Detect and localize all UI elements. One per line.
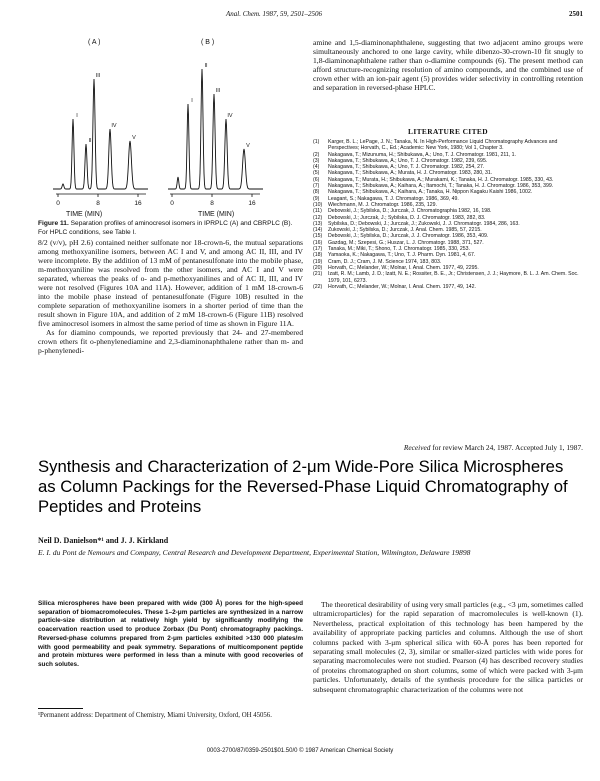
reference-item	[313, 139, 583, 152]
reference-number: (5)	[313, 170, 320, 177]
reference-item	[313, 284, 583, 290]
reference-number: (4)	[313, 164, 320, 171]
peak-label: I	[191, 98, 193, 104]
reference-number: (12)	[313, 214, 323, 221]
reference-number: (19)	[313, 258, 323, 265]
axis-title-a: TIME (MIN)	[66, 211, 103, 218]
tick-label: 16	[248, 200, 256, 207]
reference-text: Nakagawa, T.; Shibukawa, A.; Kaihara, A.; Itamochi, T.; Tanaka, H. J. Chromatogr. 1986, 353, 399.	[328, 183, 554, 190]
reference-text: Tanaka, M.; Miki, T.; Shono, T. J. Chromatogr. 1985, 330, 253.	[328, 246, 470, 253]
peak-label: II	[88, 138, 92, 144]
peak-label: V	[246, 143, 250, 149]
article-abstract: Silica microspheres have been prepared with wide (300 Å) pores for the high-speed separation of biomacromolecules. These 1–2-μm particles are synthesized in a narrow particle-size distribution at relatively high yield by significantly modifying the coacervation reaction used to produce Zorbax (Du Pont) chromatography packings. Reversed-phase columns prepared from 2-μm particles exhibited >130 000 plates/m with good permeability and peak symmetry. Separations of multicomponent peptide and protein mixtures were performed in less than a minute with good recoveries of such solutes.	[38, 600, 303, 668]
peak-label: IV	[111, 123, 117, 129]
peak-label: III	[215, 88, 221, 94]
reference-text: Debowski, J.; Jurczak, J.; Sybilska, D. J. Chromatogr. 1983, 282, 83.	[328, 214, 486, 221]
reference-number: (3)	[313, 157, 320, 164]
chromatogram-trace-a	[53, 79, 148, 189]
reference-number: (22)	[313, 283, 323, 290]
received-text: for review March 24, 1987. Accepted July 1, 1987.	[432, 443, 583, 452]
author-footnote: ¹Permanent address: Department of Chemistry, Miami University, Oxford, OH 45056.	[38, 712, 272, 719]
reference-text: Nakagawa, T.; Shibukawa, A.; Uno, T. J. Chromatogr. 1982, 239, 695.	[328, 157, 488, 164]
reference-number: (14)	[313, 227, 323, 234]
paragraph: The theoretical desirability of using very small particles (e.g., <3 μm, sometimes called ultramicroparticles) for the rapid separation of macromolecules is well-known (1). Nevertheless, practical exploitation of this technology has been hampered by the availability of appropriate packing particles and columns. Although the use of short columns packed with 3-μm spherical silica with 60-Å pores has been reported for separating small molecules (2, 3), similar or smaller-sized particles with wide pores for separating macromolecules were not studied. Pearson (4) has described recovery studies of proteins chromatographed on short columns, some of which were packed with 3-μm particles. Unfortunately, details of the synthesis procedure for the silica particles or subsequent chromatographic characterization of the columns were not	[313, 600, 583, 694]
reference-number: (10)	[313, 201, 323, 208]
paragraph: amine and 1,5-diaminonaphthalene, suggesting that two adjacent amino groups were simultaneously anchored to one large cavity, while dibenzo-30-crown-10 fit snugly to 1,8-diaminonaphthalene rather than o-diamine compounds (6). The present method can afford structure-recognizing resolution of amino compounds, and the combined use of crown ether with an ion-pair agent (5) provides wider selectivity in controlling retention and separation in reversed-phase HPLC.	[313, 38, 583, 92]
reference-text: Yamaoka, K.; Nakagawa, T.; Uno, T. J. Pharm. Dyn. 1981, 4, 67.	[328, 252, 476, 259]
tick-label: 8	[96, 200, 100, 207]
reference-text: Zukowski, J.; Sybilska, D.; Jurczak, J. Anal. Chem. 1985, 57, 2215.	[328, 227, 482, 234]
tick-label: 8	[210, 200, 214, 207]
axis-title-b: TIME (MIN)	[198, 211, 235, 218]
reference-number: (18)	[313, 252, 323, 259]
reference-number: (15)	[313, 233, 323, 240]
reference-text: Wiechmann, M. J. Chromatogr. 1986, 235, 129.	[328, 201, 437, 208]
reference-text: Nakagawa, T.; Murata, H.; Shibukawa, A.; Murakami, K.; Tanaka, H. J. Chromatogr. 1985, 330, 43.	[328, 176, 554, 183]
left-column-text	[38, 238, 303, 355]
literature-cited-heading: LITERATURE CITED	[408, 127, 488, 136]
reference-text: Horvath, C.; Melander, W.; Molnar, I. Anal. Chem. 1977, 49, 2295.	[328, 264, 479, 271]
reference-text: Horvath, C.; Melander, W.; Molnar, I. Anal. Chem. 1977, 49, 142.	[328, 283, 476, 290]
page-number: 2501	[569, 10, 583, 18]
article-authors: Neil D. Danielson*¹ and J. J. Kirkland	[38, 536, 169, 545]
reference-text: Cram, D. J.; Cram, J. M. Science 1974, 183, 803.	[328, 258, 442, 265]
tick-label: 16	[134, 200, 142, 207]
caption-lead: Figure 11.	[38, 220, 69, 227]
reference-text: Nakagawa, T.; Shibukawa, A.; Murata, H. J. Chromatogr. 1983, 280, 31.	[328, 170, 493, 177]
reference-list	[313, 139, 583, 290]
reference-number: (20)	[313, 264, 323, 271]
panel-a-label: ( A )	[88, 39, 101, 46]
tick-label: 0	[170, 200, 174, 207]
reference-number: (21)	[313, 271, 323, 278]
article-affiliation: E. I. du Pont de Nemours and Company, Central Research and Development Department, Experimental Station, Wilmington, Delaware 19898	[38, 548, 471, 557]
peak-label: IV	[227, 113, 233, 119]
reference-text: Nakagawa, T.; Mizunuma, H.; Shibukawa, A.; Uno, T. J. Chromatogr. 1981, 211, 1.	[328, 151, 516, 158]
figure-caption	[38, 220, 303, 237]
reference-text: Debowski, J.; Sybilska, D.; Jurczak, J. J. Chromatogr. 1986, 353, 409.	[328, 233, 489, 240]
chromatogram-line	[168, 69, 263, 189]
journal-citation: Anal. Chem. 1987, 59, 2501–2506	[226, 10, 323, 18]
chromatogram-plot	[38, 24, 303, 219]
reference-number: (16)	[313, 239, 323, 246]
chromatogram-line	[53, 79, 148, 189]
article-title: Synthesis and Characterization of 2-μm Wide-Pore Silica Microspheres as Column Packings for the Reversed-Phase Liquid Chromatography of Peptides and Proteins	[38, 457, 568, 516]
reference-text: Nakagawa, T.; Shibukawa, A.; Kaihara, A.; Tanaka, H. Nippon Kagaku Kaishi 1986, 1002.	[328, 189, 533, 196]
reference-text: Nakagawa, T.; Shibukawa, A.; Uno, T. J. Chromatogr. 1982, 254, 27.	[328, 164, 485, 171]
peak-label: V	[132, 135, 136, 141]
panel-b-label: ( B )	[201, 39, 215, 46]
paragraph: As for diamino compounds, we reported previously that 24- and 27-membered crown ethers fit o-phenylenediamine and 2,3-diaminonaphthalene rather than m- and p-phenylenedi-	[38, 328, 303, 355]
reference-number: (1)	[313, 139, 320, 145]
reference-text: Debowski, J.; Sybilska, D.; Jurczak, J. Chromatographia 1982, 16, 198.	[328, 208, 492, 215]
reference-number: (2)	[313, 151, 320, 158]
peak-label: II	[204, 63, 208, 69]
reference-number: (8)	[313, 189, 320, 196]
chromatogram-trace-b	[168, 69, 263, 189]
reference-text: Karger, B. L.; LePage, J. N.; Tanaka, N. In High-Performance Liquid Chromatography Advances and Perspectives; Horvath, C., Ed.; Academic: New York, 1980; Vol 1, Chapter 3.	[328, 139, 558, 152]
caption-text: Separation profiles of aminocresol isomers in IPRPLC (A) and CBRPLC (B). For HPLC conditions, see Table I.	[38, 220, 293, 236]
reference-number: (11)	[313, 208, 322, 215]
tick-label: 0	[56, 200, 60, 207]
reference-text: Gazdag, M.; Szepesi, G.; Huszar, L. J. Chromatogr. 1988, 371, 527.	[328, 239, 484, 246]
paragraph: 8/2 (v/v), pH 2.6) contained neither sulfonate nor 18-crown-6, the mutual separations among methoxyaniline isomers, between AC I and V, and among AC II, III, and IV were incomplete. By the addition of 13 mM of pentanesulfonate into the mobile phase, m-methoxyaniline was resolved from the other isomers, and AC I and V were separated, whereas the peaks of o- and p-methoxyanilines and of AC II, III, and IV were not resolved (Figures 10A and 11A). However, addition of 1 mM 18-crown-6 into the mobile phase instead of pentanesulfonate (Figure 10B) resulted in the complete separation of methoxyaniline isomers in a shorter period of time than the result shown in Figure 10A, and addition of 2 mM 18-crown-6 (Figure 11B) resolved five aminocresol isomers in almost the same period of time as shown in Figure 11A.	[38, 238, 303, 328]
received-note	[313, 443, 583, 452]
reference-text: Izatt, R. M.; Lamb, J. D.; Izatt, N. E.; Rossiter, B. E., Jr.; Christensen, J. J.; Haymore, B. L. J. Am. Chem. Soc. 1979, 101, 6273.	[328, 271, 579, 284]
reference-number: (17)	[313, 246, 323, 253]
reference-text: Leagant, S.; Nakagawa, T. J. Chromatogr. 1986, 369, 49.	[328, 195, 459, 202]
reference-number: (13)	[313, 220, 323, 227]
reference-number: (6)	[313, 176, 320, 183]
reference-number: (9)	[313, 195, 320, 202]
reference-number: (7)	[313, 183, 320, 190]
received-label: Received	[403, 443, 431, 452]
article-introduction	[313, 600, 583, 694]
figure-11	[38, 24, 303, 219]
copyright-line: 0003-2700/87/0359-2501$01.50/0 © 1987 American Chemical Society	[206, 748, 394, 754]
reference-text: Sybilska, D.; Debowski, J.; Jurczak, J.; Zukowski, J. J. Chromatogr. 1984, 286, 163.	[328, 220, 520, 227]
right-column-intro	[313, 38, 583, 92]
peak-label: III	[95, 73, 101, 79]
reference-item	[313, 271, 583, 284]
footnote-rule	[38, 708, 83, 709]
peak-label: I	[76, 113, 78, 119]
